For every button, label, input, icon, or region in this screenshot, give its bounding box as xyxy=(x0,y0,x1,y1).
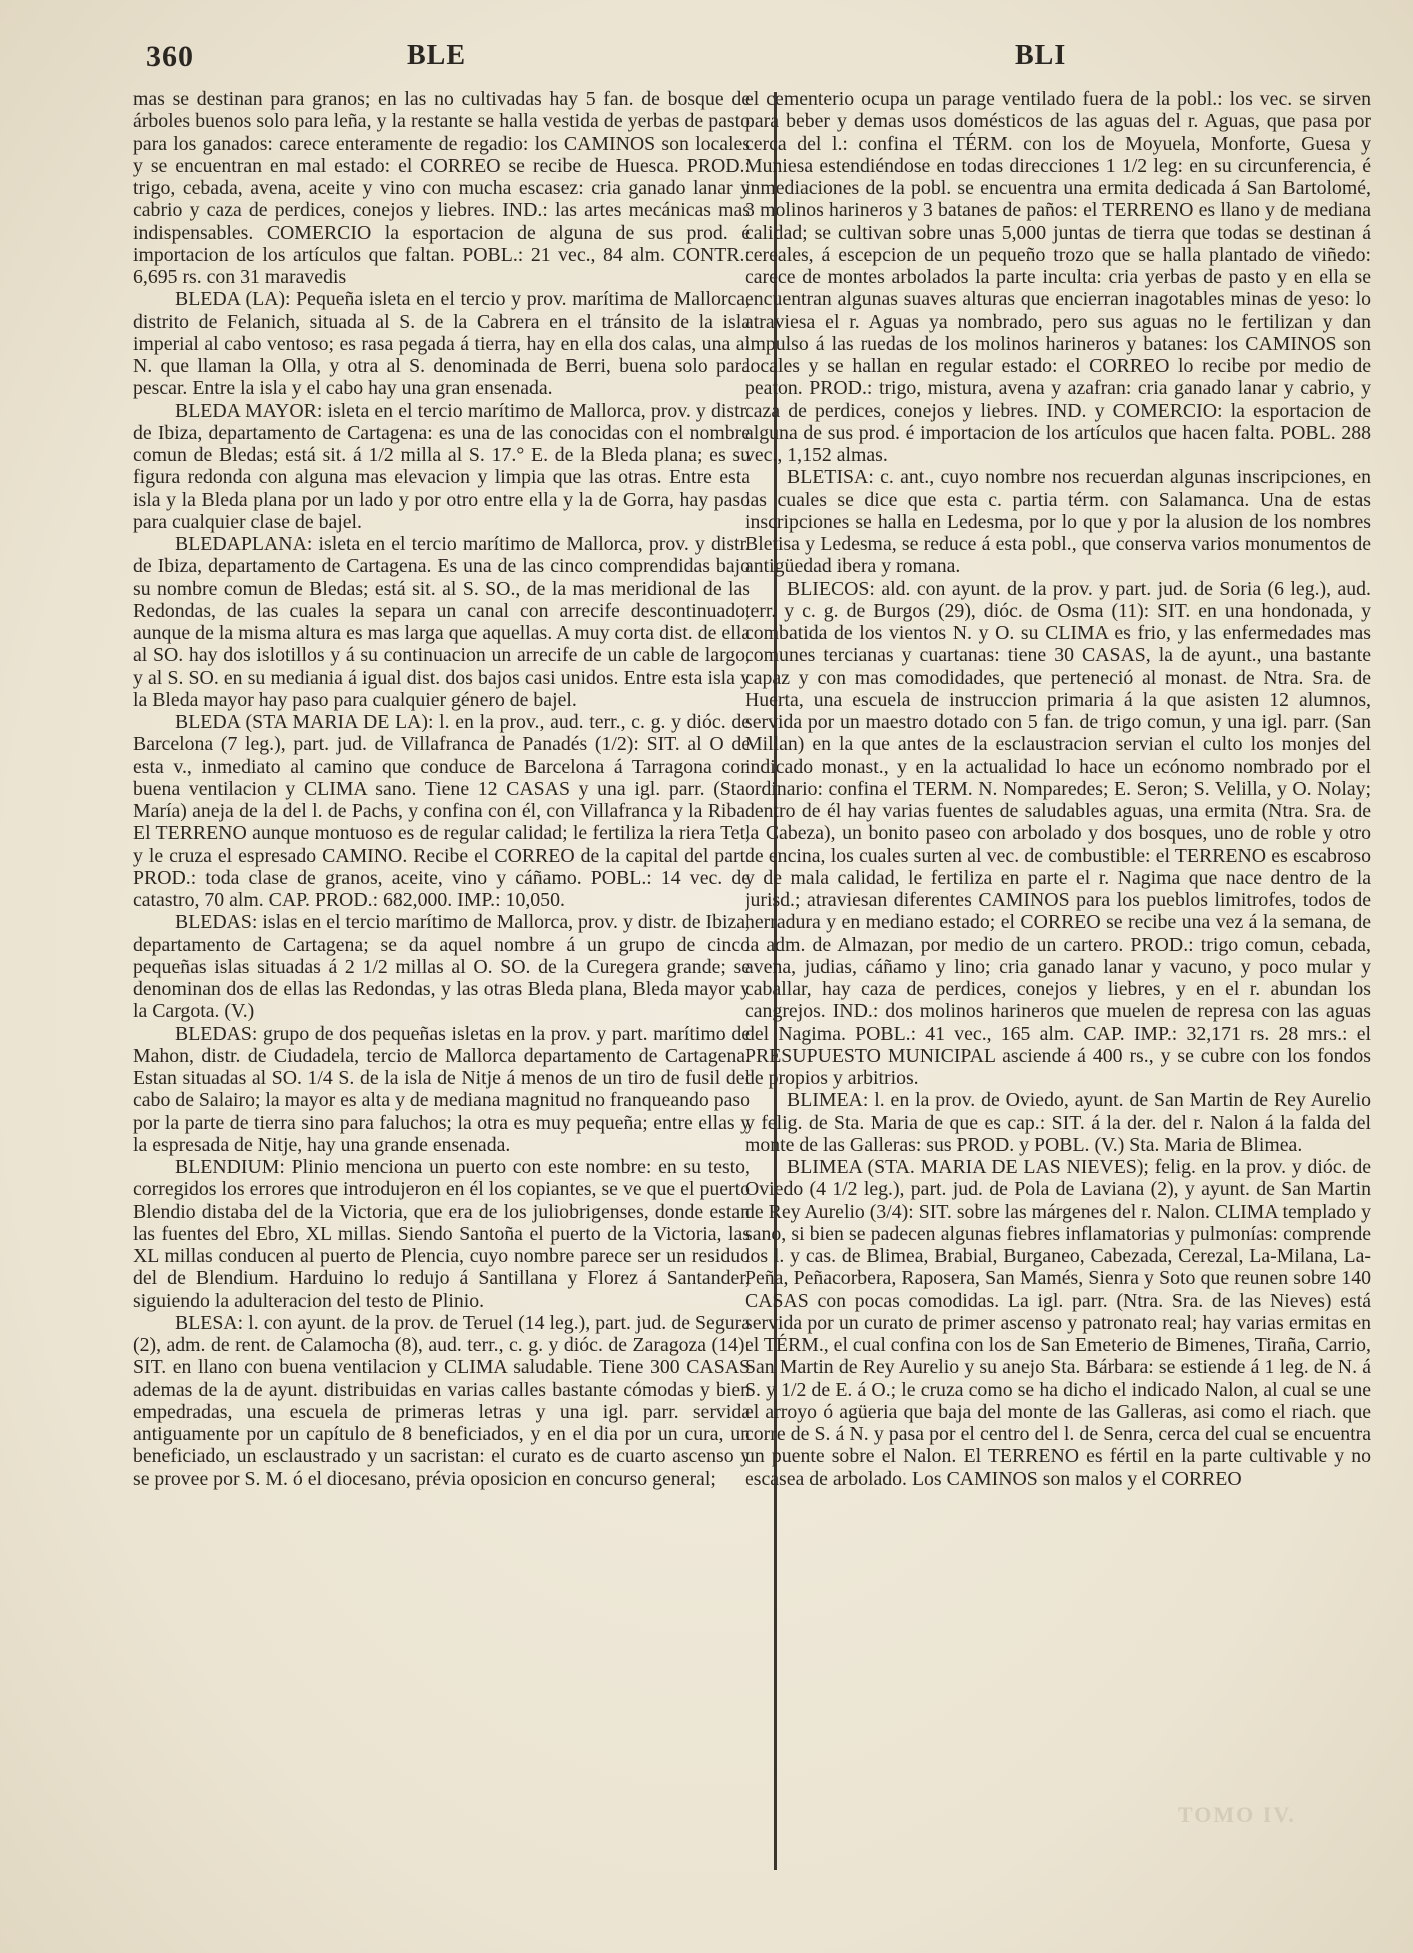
paragraph: BLETISA: c. ant., cuyo nombre nos recuerdan algunas inscripciones, en las cuales se dice que esta c. partia térm. con Salamanca. Una de estas inscripciones se halla en Ledesma, por lo que y por la alusion de los nombres Bletisa y Ledesma, se reduce á esta pobl., que conserva varios monumentos de antigüedad ibera y romana. xyxy=(745,466,1371,578)
paragraph: BLEDAS: islas en el tercio marítimo de Mallorca, prov. y distr. de Ibiza, departamento de Cartagena; se da aquel nombre á un grupo de cinco pequeñas islas situadas á 2 1/2 millas al O. SO. de la Curegera grande; se denominan dos de ellas las Redondas, y las otras Bleda plana, Bleda mayor y la Cargota. (V.) xyxy=(133,911,750,1023)
paragraph: BLEDAPLANA: isleta en el tercio marítimo de Mallorca, prov. y distr. de Ibiza, departamento de Cartagena. Es una de las cinco comprendidas bajo su nombre comun de Bledas; está sit. al S. SO., de la mas meridional de las Redondas, de las cuales la separa un canal con arrecife descontinuado, aunque de la misma altura es mas larga que aquellas. A muy corta dist. de ella al SO. hay dos islotillos y á su continuacion un arrecife de un cable de largo, y al S. SO. en su mediania á igual dist. dos bajos casi unidos. Entre esta isla y la Bleda mayor hay paso para cualquier género de bajel. xyxy=(133,533,750,711)
paragraph: BLIECOS: ald. con ayunt. de la prov. y part. jud. de Soria (6 leg.), aud. terr. y c. g. de Burgos (29), dióc. de Osma (11): SIT. en una hondonada, y combatida de los vientos N. y O. su CLIMA es frio, y las enfermedades mas comunes tercianas y cuartanas: tiene 30 CASAS, la de ayunt., una bastante capaz y con mas comodidades, que perteneció al monast. de Ntra. Sra. de Huerta, una escuela de instruccion primaria á la que asisten 12 alumnos, servida por un maestro dotado con 5 fan. de trigo comun, y una igl. parr. (San Millan) en la que antes de la esclaustracion servian el culto los monjes del indicado monast., y en la actualidad lo hace un ecónomo nombrado por el ordinario: confina el TERM. N. Nomparedes; E. Seron; S. Velilla, y O. Nolay; dentro de él hay varias fuentes de saludables aguas, una ermita (Ntra. Sra. de la Cabeza), un bonito paseo con arbolado y dos bosques, uno de roble y otro de encina, los cuales surten al vec. de combustible: el TERRENO es escabroso y de mala calidad, le fertiliza en parte el r. Nagima que nace dentro de la jurisd.; atraviesan diferentes CAMINOS para los pueblos limitrofes, todos de herradura y en mediano estado; el CORREO se recibe una vez á la semana, de la adm. de Almazan, por medio de un cartero. PROD.: trigo comun, cebada, avena, judias, cáñamo y lino; cria ganado lanar y vacuno, y poco mular y caballar, hay caza de perdices, conejos y liebres, y en el r. abundan los cangrejos. IND.: dos molinos harineros que muelen de represa con las aguas del Nagima. POBL.: 41 vec., 165 alm. CAP. IMP.: 32,171 rs. 28 mrs.: el PRESUPUESTO MUNICIPAL asciende á 400 rs., y se cubre con los fondos de propios y arbitrios. xyxy=(745,577,1371,1089)
paragraph: BLIMEA: l. en la prov. de Oviedo, ayunt. de San Martin de Rey Aurelio y felig. de Sta. Maria de que es cap.: SIT. á la der. del r. Nalon á la falda del monte de las Galleras: sus PROD. y POBL. (V.) Sta. Maria de Blimea. xyxy=(745,1089,1371,1156)
right-running-head: BLI xyxy=(1015,40,1067,71)
bleed-through-text: TOMO IV. xyxy=(1178,1802,1296,1827)
paragraph: BLIMEA (STA. MARIA DE LAS NIEVES); felig. en la prov. y dióc. de Oviedo (4 1/2 leg.), part. jud. de Pola de Laviana (2), y ayunt. de San Martin de Rey Aurelio (3/4): SIT. sobre las márgenes del r. Nalon. CLIMA templado y sano, si bien se padecen algunas fiebres inflamatorias y pulmonías: comprende los l. y cas. de Blimea, Brabial, Burganeo, Cabezada, Cerezal, La-Milana, La-Peña, Peñacorbera, Raposera, San Mamés, Sienra y Soto que reunen sobre 140 CASAS con pocas comodidas. La igl. parr. (Ntra. Sra. de las Nieves) está servida por un curato de primer ascenso y patronato real; hay varias ermitas en el TÉRM., el cual confina con los de San Emeterio de Bimenes, Tiraña, Carrio, San Martin de Rey Aurelio y su anejo Sta. Bárbara: se estiende á 1 leg. de N. á S. y 1/2 de E. á O.; le cruza como se ha dicho el indicado Nalon, al cual se une el arroyo ó agüeria que baja del monte de las Galleras, asi como el riach. que corre de S. á N. y pasa por el centro del l. de Senra, cerca del cual se encuentra un puente sobre el Nalon. El TERRENO es fértil en la parte cultivable y no escasea de arbolado. Los CAMINOS son malos y el CORREO xyxy=(745,1156,1371,1490)
paragraph: BLEDA (LA): Pequeña isleta en el tercio y prov. marítima de Mallorca, distrito de Felanich, situada al S. de la Cabrera en el tránsito de la isla imperial al cabo ventoso; es rasa pegada á tierra, hay en ella dos calas, una al N. que llaman la Olla, y otra al S. denominada de Berri, buena solo para pescar. Entre la isla y el cabo hay una gran ensenada. xyxy=(133,288,750,400)
left-column xyxy=(133,88,750,1933)
paragraph: BLESA: l. con ayunt. de la prov. de Teruel (14 leg.), part. jud. de Segura (2), adm. de rent. de Calamocha (8), aud. terr., c. g. y dióc. de Zaragoza (14): SIT. en llano con buena ventilacion y CLIMA saludable. Tiene 300 CASAS ademas de la de ayunt. distribuidas en varias calles bastante cómodas y bien empedradas, una escuela de primeras letras y una igl. parr. servida antiguamente por un capítulo de 8 beneficiados, y en el dia por un cura, un beneficiado, un esclaustrado y un sacristan: el curato es de cuarto ascenso y se provee por S. M. ó el diocesano, prévia oposicion en concurso general; xyxy=(133,1311,750,1490)
right-column xyxy=(745,88,1371,1933)
paragraph: BLEDAS: grupo de dos pequeñas isletas en la prov. y part. marítimo de Mahon, distr. de Ciudadela, tercio de Mallorca departamento de Cartagena. Estan situadas al SO. 1/4 S. de la isla de Nitje á menos de un tiro de fusil del cabo de Salairo; la mayor es alta y de mediana magnitud no franqueando paso por la parte de tierra sino para faluchos; la otra es muy pequeña; entre ellas y la espresada de Nitje, hay una grande ensenada. xyxy=(133,1022,750,1156)
page-number: 360 xyxy=(146,40,194,73)
paragraph: mas se destinan para granos; en las no cultivadas hay 5 fan. de bosque de árboles buenos solo para leña, y la restante se halla vestida de yerbas de pasto para los ganados: carece enteramente de regadio: los CAMINOS son locales y se encuentran en mal estado: el CORREO se recibe de Huesca. PROD.: trigo, cebada, avena, aceite y vino con mucha escasez: cria ganado lanar y cabrio y caza de perdices, conejos y liebres. IND.: las artes mecánicas mas indispensables. COMERCIO la esportacion de alguna de sus prod. é importacion de los artículos que faltan. POBL.: 21 vec., 84 alm. CONTR.: 6,695 rs. con 31 maravedis xyxy=(133,88,750,288)
paragraph: BLENDIUM: Plinio menciona un puerto con este nombre: en su testo, corregidos los errores que introdujeron en él los copiantes, se ve que el puerto Blendio distaba del de la Victoria, que era de los juliobrigenses, donde estan las fuentes del Ebro, XL millas. Siendo Santoña el puerto de la Victoria, las XL millas conducen al puerto de Plencia, cuyo nombre parece ser un residuo del de Blendium. Harduino lo redujo á Santillana y Florez á Santander, siguiendo la adulteracion del testo de Plinio. xyxy=(133,1156,750,1312)
paragraph: BLEDA (STA MARIA DE LA): l. en la prov., aud. terr., c. g. y dióc. de Barcelona (7 leg.), part. jud. de Villafranca de Panadés (1/2): SIT. al O de esta v., inmediato al camino que conduce de Barcelona á Tarragona con buena ventilacion y CLIMA sano. Tiene 12 CASAS y una igl. parr. (Sta. María) aneja de la del l. de Pachs, y confina con él, con Villafranca y la Riba. El TERRENO aunque montuoso es de regular calidad; le fertiliza la riera Tet, y le cruza el espresado CAMINO. Recibe el CORREO de la capital del part. PROD.: toda clase de granos, aceite, vino y cáñamo. POBL.: 14 vec. de catastro, 70 alm. CAP. PROD.: 682,000. IMP.: 10,050. xyxy=(133,711,750,911)
paragraph: BLEDA MAYOR: isleta en el tercio marítimo de Mallorca, prov. y distr. de Ibiza, departamento de Cartagena: es una de las conocidas con el nombre comun de Bledas; está sit. á 1/2 milla al S. 17.° E. de la Bleda plana; es su figura redonda con alguna mas elevacion y limpia que las otras. Entre esta isla y la Bleda plana por un lado y por otro entre ella y la de Gorra, hay paso para cualquier clase de bajel. xyxy=(133,399,750,533)
left-running-head: BLE xyxy=(407,40,467,71)
paragraph: el cementerio ocupa un parage ventilado fuera de la pobl.: los vec. se sirven para beber y demas usos domésticos de las aguas del r. Aguas, que pasa por cerca del l.: confina el TÉRM. con los de Moyuela, Monforte, Guesa y Muniesa estendiéndose en todas direcciones 1 1/2 leg: en su circunferencia, é inmediaciones de la pobl. se encuentra una ermita dedicada á San Bartolomé, 3 molinos harineros y 3 batanes de paños: el TERRENO es llano y de mediana calidad; se cultivan sobre unas 5,000 juntas de tierra que todas se destinan á cereales, á escepcion de un pequeño trozo que se halla plantado de viñedo: carece de montes arbolados la parte inculta: cria yerbas de pasto y en ella se encuentran algunas suaves alturas que encierran inagotables minas de yeso: lo atraviesa el r. Aguas ya nombrado, pero sus aguas no le fertilizan y dan impulso á las ruedas de los molinos harineros y batanes: los CAMINOS son locales y se hallan en regular estado: el CORREO lo recibe por medio de peaton. PROD.: trigo, mistura, avena y azafran: cria ganado lanar y cabrio, y caza de perdices, conejos y liebres. IND. y COMERCIO: la esportacion de alguna de sus prod. é importacion de los artículos que hacen falta. POBL. 288 vec., 1,152 almas. xyxy=(745,88,1371,466)
